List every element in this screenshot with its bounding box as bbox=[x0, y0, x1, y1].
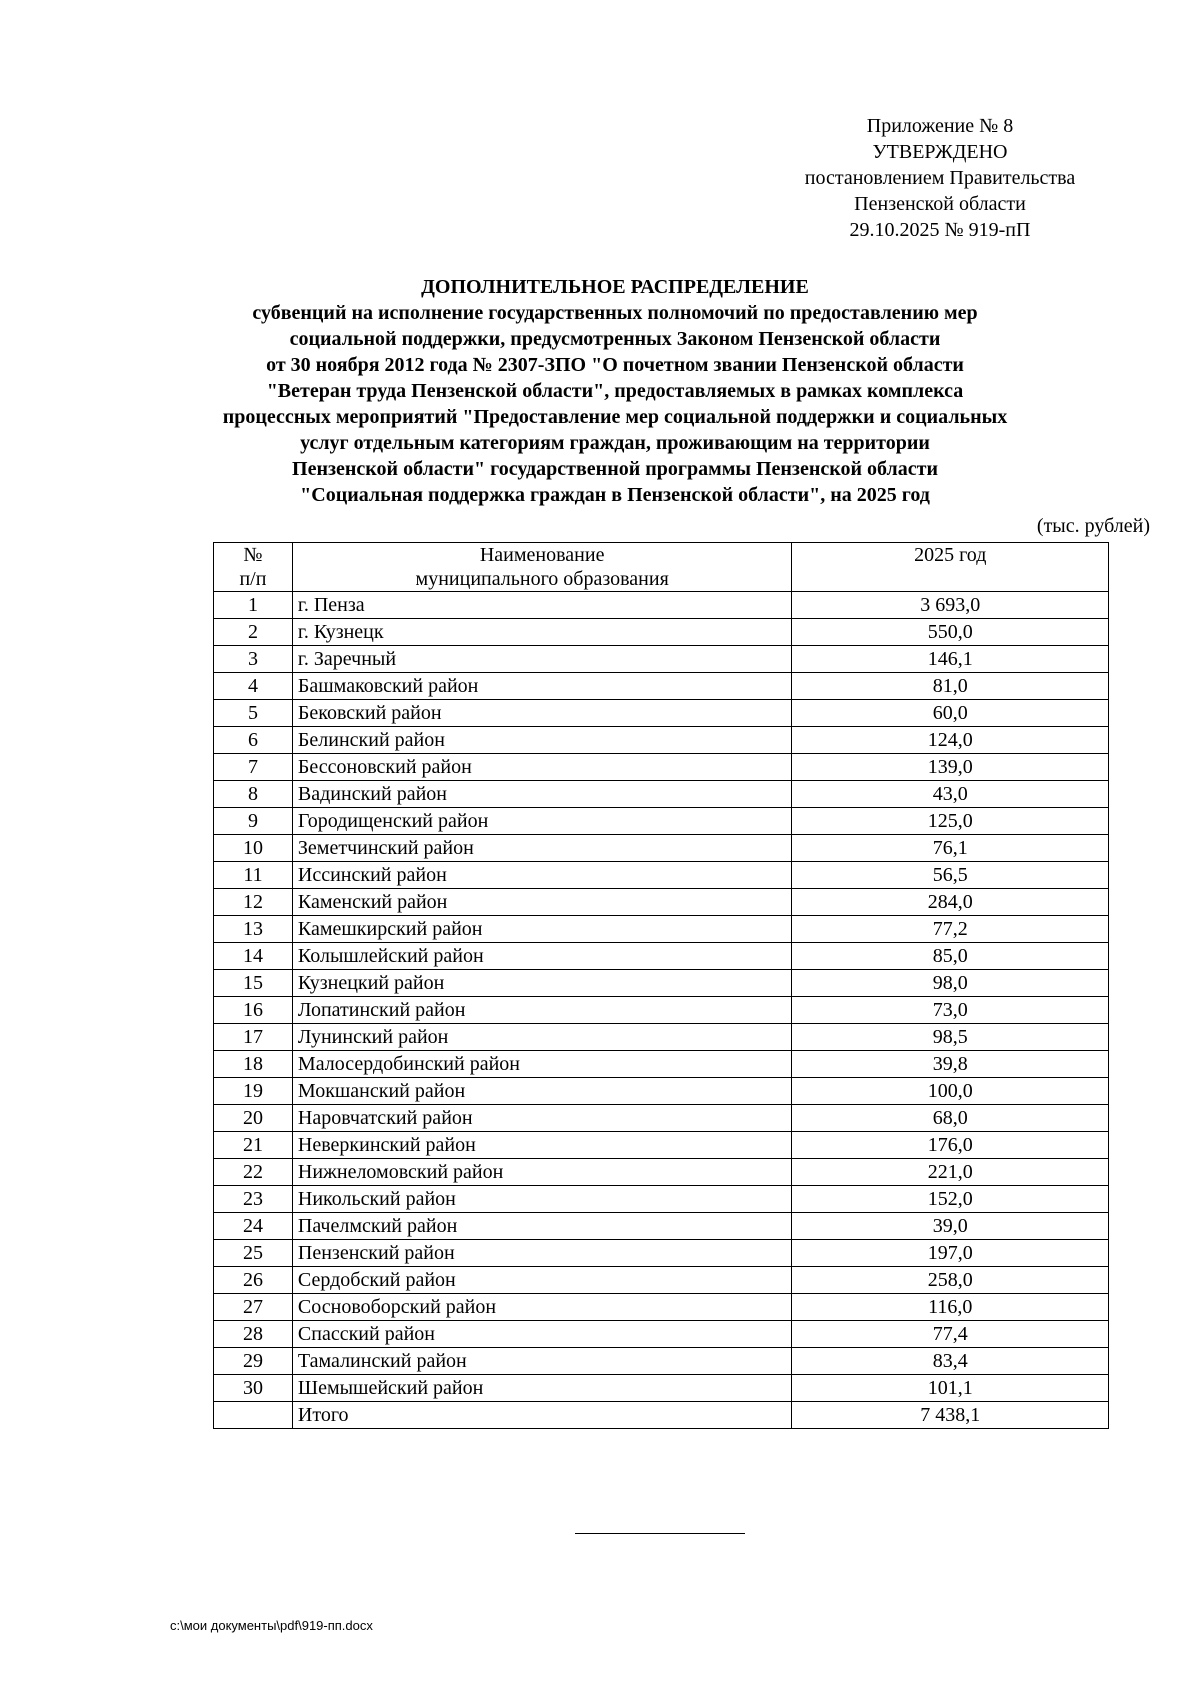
table-row bbox=[214, 1348, 1109, 1375]
table-row bbox=[214, 1321, 1109, 1348]
row-number: 11 bbox=[214, 862, 293, 889]
total-municipality: Итого bbox=[292, 1402, 792, 1429]
row-municipality: Бековский район bbox=[292, 700, 792, 727]
table-row bbox=[214, 1240, 1109, 1267]
table-row bbox=[214, 646, 1109, 673]
table-row bbox=[214, 835, 1109, 862]
row-municipality: Сосновоборский район bbox=[292, 1294, 792, 1321]
approval-block bbox=[780, 113, 1100, 243]
row-number: 10 bbox=[214, 835, 293, 862]
table-row bbox=[214, 1294, 1109, 1321]
title-line: "Социальная поддержка граждан в Пензенской области", на 2025 год bbox=[300, 484, 930, 506]
row-amount: 124,0 bbox=[792, 727, 1109, 754]
row-municipality: Нижнеломовский район bbox=[292, 1159, 792, 1186]
row-number: 1 bbox=[214, 592, 293, 619]
table-row bbox=[214, 1078, 1109, 1105]
row-municipality: Пензенский район bbox=[292, 1240, 792, 1267]
row-number: 26 bbox=[214, 1267, 293, 1294]
table-row bbox=[214, 592, 1109, 619]
table-row bbox=[214, 781, 1109, 808]
row-municipality: Белинский район bbox=[292, 727, 792, 754]
row-number: 2 bbox=[214, 619, 293, 646]
row-amount: 176,0 bbox=[792, 1132, 1109, 1159]
row-amount: 39,0 bbox=[792, 1213, 1109, 1240]
approved-label: УТВЕРЖДЕНО bbox=[872, 141, 1008, 163]
approved-region: Пензенской области bbox=[854, 193, 1026, 215]
row-number: 20 bbox=[214, 1105, 293, 1132]
row-municipality: Земетчинский район bbox=[292, 835, 792, 862]
row-amount: 98,5 bbox=[792, 1024, 1109, 1051]
row-amount: 100,0 bbox=[792, 1078, 1109, 1105]
row-amount: 76,1 bbox=[792, 835, 1109, 862]
row-municipality: Башмаковский район bbox=[292, 673, 792, 700]
row-municipality: Неверкинский район bbox=[292, 1132, 792, 1159]
table-row bbox=[214, 619, 1109, 646]
row-number: 15 bbox=[214, 970, 293, 997]
row-amount: 68,0 bbox=[792, 1105, 1109, 1132]
header-year: 2025 год bbox=[792, 543, 1109, 592]
table-row bbox=[214, 889, 1109, 916]
row-municipality: Кузнецкий район bbox=[292, 970, 792, 997]
row-municipality: г. Пенза bbox=[292, 592, 792, 619]
row-amount: 101,1 bbox=[792, 1375, 1109, 1402]
title-line: процессных мероприятий "Предоставление мер социальной поддержки и социальных bbox=[222, 406, 1008, 428]
row-number: 30 bbox=[214, 1375, 293, 1402]
row-municipality: Сердобский район bbox=[292, 1267, 792, 1294]
row-number: 27 bbox=[214, 1294, 293, 1321]
row-number: 14 bbox=[214, 943, 293, 970]
row-number: 7 bbox=[214, 754, 293, 781]
row-municipality: Малосердобинский район bbox=[292, 1051, 792, 1078]
row-amount: 284,0 bbox=[792, 889, 1109, 916]
header-number: № п/п bbox=[214, 543, 293, 592]
row-municipality: Колышлейский район bbox=[292, 943, 792, 970]
row-municipality: Иссинский район bbox=[292, 862, 792, 889]
closing-rule bbox=[575, 1533, 745, 1534]
row-municipality: Каменский район bbox=[292, 889, 792, 916]
row-municipality: Шемышейский район bbox=[292, 1375, 792, 1402]
document-title bbox=[150, 274, 1080, 508]
table-row bbox=[214, 1213, 1109, 1240]
row-number: 23 bbox=[214, 1186, 293, 1213]
table-row bbox=[214, 1024, 1109, 1051]
title-line: социальной поддержки, предусмотренных Законом Пензенской области bbox=[289, 328, 941, 350]
row-amount: 43,0 bbox=[792, 781, 1109, 808]
title-line: Пензенской области" государственной программы Пензенской области bbox=[292, 458, 938, 480]
row-municipality: Лопатинский район bbox=[292, 997, 792, 1024]
row-amount: 221,0 bbox=[792, 1159, 1109, 1186]
row-municipality: Бессоновский район bbox=[292, 754, 792, 781]
table-row bbox=[214, 700, 1109, 727]
row-amount: 152,0 bbox=[792, 1186, 1109, 1213]
file-path-footer: c:\мои документы\pdf\919-пп.docx bbox=[170, 1618, 373, 1633]
row-amount: 73,0 bbox=[792, 997, 1109, 1024]
row-municipality: Камешкирский район bbox=[292, 916, 792, 943]
row-number: 16 bbox=[214, 997, 293, 1024]
table-total-row bbox=[214, 1402, 1109, 1429]
approved-by: постановлением Правительства bbox=[804, 167, 1076, 189]
title-line: услуг отдельным категориям граждан, проживающим на территории bbox=[300, 432, 930, 454]
table-row bbox=[214, 1375, 1109, 1402]
table-body bbox=[214, 592, 1109, 1429]
unit-label: (тыс. рублей) bbox=[1036, 515, 1150, 537]
header-name: Наименование муниципального образования bbox=[292, 543, 792, 592]
title-line: от 30 ноября 2012 года № 2307-ЗПО "О почетном звании Пензенской области bbox=[266, 354, 964, 376]
table-row bbox=[214, 943, 1109, 970]
title-line: субвенций на исполнение государственных полномочий по предоставлению мер bbox=[252, 302, 978, 324]
table-row bbox=[214, 916, 1109, 943]
row-amount: 60,0 bbox=[792, 700, 1109, 727]
table-row bbox=[214, 1105, 1109, 1132]
row-number: 22 bbox=[214, 1159, 293, 1186]
row-amount: 56,5 bbox=[792, 862, 1109, 889]
row-municipality: Тамалинский район bbox=[292, 1348, 792, 1375]
table-row bbox=[214, 1051, 1109, 1078]
distribution-table bbox=[213, 542, 1109, 1429]
table-row bbox=[214, 997, 1109, 1024]
table-header-row bbox=[214, 543, 1109, 592]
table-row bbox=[214, 673, 1109, 700]
row-number: 12 bbox=[214, 889, 293, 916]
table-row bbox=[214, 862, 1109, 889]
row-number: 19 bbox=[214, 1078, 293, 1105]
row-municipality: Спасский район bbox=[292, 1321, 792, 1348]
row-municipality: Вадинский район bbox=[292, 781, 792, 808]
title-line: "Ветеран труда Пензенской области", предоставляемых в рамках комплекса bbox=[266, 380, 964, 402]
row-municipality: г. Заречный bbox=[292, 646, 792, 673]
row-amount: 39,8 bbox=[792, 1051, 1109, 1078]
row-amount: 258,0 bbox=[792, 1267, 1109, 1294]
row-amount: 77,2 bbox=[792, 916, 1109, 943]
row-number: 6 bbox=[214, 727, 293, 754]
table-row bbox=[214, 1186, 1109, 1213]
row-amount: 81,0 bbox=[792, 673, 1109, 700]
row-municipality: Пачелмский район bbox=[292, 1213, 792, 1240]
row-amount: 77,4 bbox=[792, 1321, 1109, 1348]
row-number: 25 bbox=[214, 1240, 293, 1267]
row-number: 21 bbox=[214, 1132, 293, 1159]
row-amount: 146,1 bbox=[792, 646, 1109, 673]
row-municipality: г. Кузнецк bbox=[292, 619, 792, 646]
row-number: 8 bbox=[214, 781, 293, 808]
row-amount: 85,0 bbox=[792, 943, 1109, 970]
row-number: 28 bbox=[214, 1321, 293, 1348]
row-amount: 3 693,0 bbox=[792, 592, 1109, 619]
title-heading: ДОПОЛНИТЕЛЬНОЕ РАСПРЕДЕЛЕНИЕ bbox=[421, 276, 809, 298]
row-amount: 550,0 bbox=[792, 619, 1109, 646]
total-amount: 7 438,1 bbox=[792, 1402, 1109, 1429]
row-municipality: Лунинский район bbox=[292, 1024, 792, 1051]
row-municipality: Никольский район bbox=[292, 1186, 792, 1213]
row-municipality: Наровчатский район bbox=[292, 1105, 792, 1132]
row-amount: 197,0 bbox=[792, 1240, 1109, 1267]
row-number: 4 bbox=[214, 673, 293, 700]
table-row bbox=[214, 970, 1109, 997]
table-row bbox=[214, 1267, 1109, 1294]
table-row bbox=[214, 1159, 1109, 1186]
row-amount: 125,0 bbox=[792, 808, 1109, 835]
table-row bbox=[214, 1132, 1109, 1159]
row-number: 13 bbox=[214, 916, 293, 943]
row-amount: 83,4 bbox=[792, 1348, 1109, 1375]
row-amount: 116,0 bbox=[792, 1294, 1109, 1321]
total-number bbox=[214, 1402, 293, 1429]
row-number: 17 bbox=[214, 1024, 293, 1051]
approval-date-number: 29.10.2025 № 919-пП bbox=[849, 219, 1031, 241]
appendix-number: Приложение № 8 bbox=[866, 115, 1014, 137]
row-number: 3 bbox=[214, 646, 293, 673]
row-number: 24 bbox=[214, 1213, 293, 1240]
row-municipality: Мокшанский район bbox=[292, 1078, 792, 1105]
row-number: 9 bbox=[214, 808, 293, 835]
row-number: 5 bbox=[214, 700, 293, 727]
table-row bbox=[214, 754, 1109, 781]
row-number: 18 bbox=[214, 1051, 293, 1078]
row-number: 29 bbox=[214, 1348, 293, 1375]
table-row bbox=[214, 727, 1109, 754]
row-amount: 139,0 bbox=[792, 754, 1109, 781]
row-amount: 98,0 bbox=[792, 970, 1109, 997]
table-row bbox=[214, 808, 1109, 835]
row-municipality: Городищенский район bbox=[292, 808, 792, 835]
